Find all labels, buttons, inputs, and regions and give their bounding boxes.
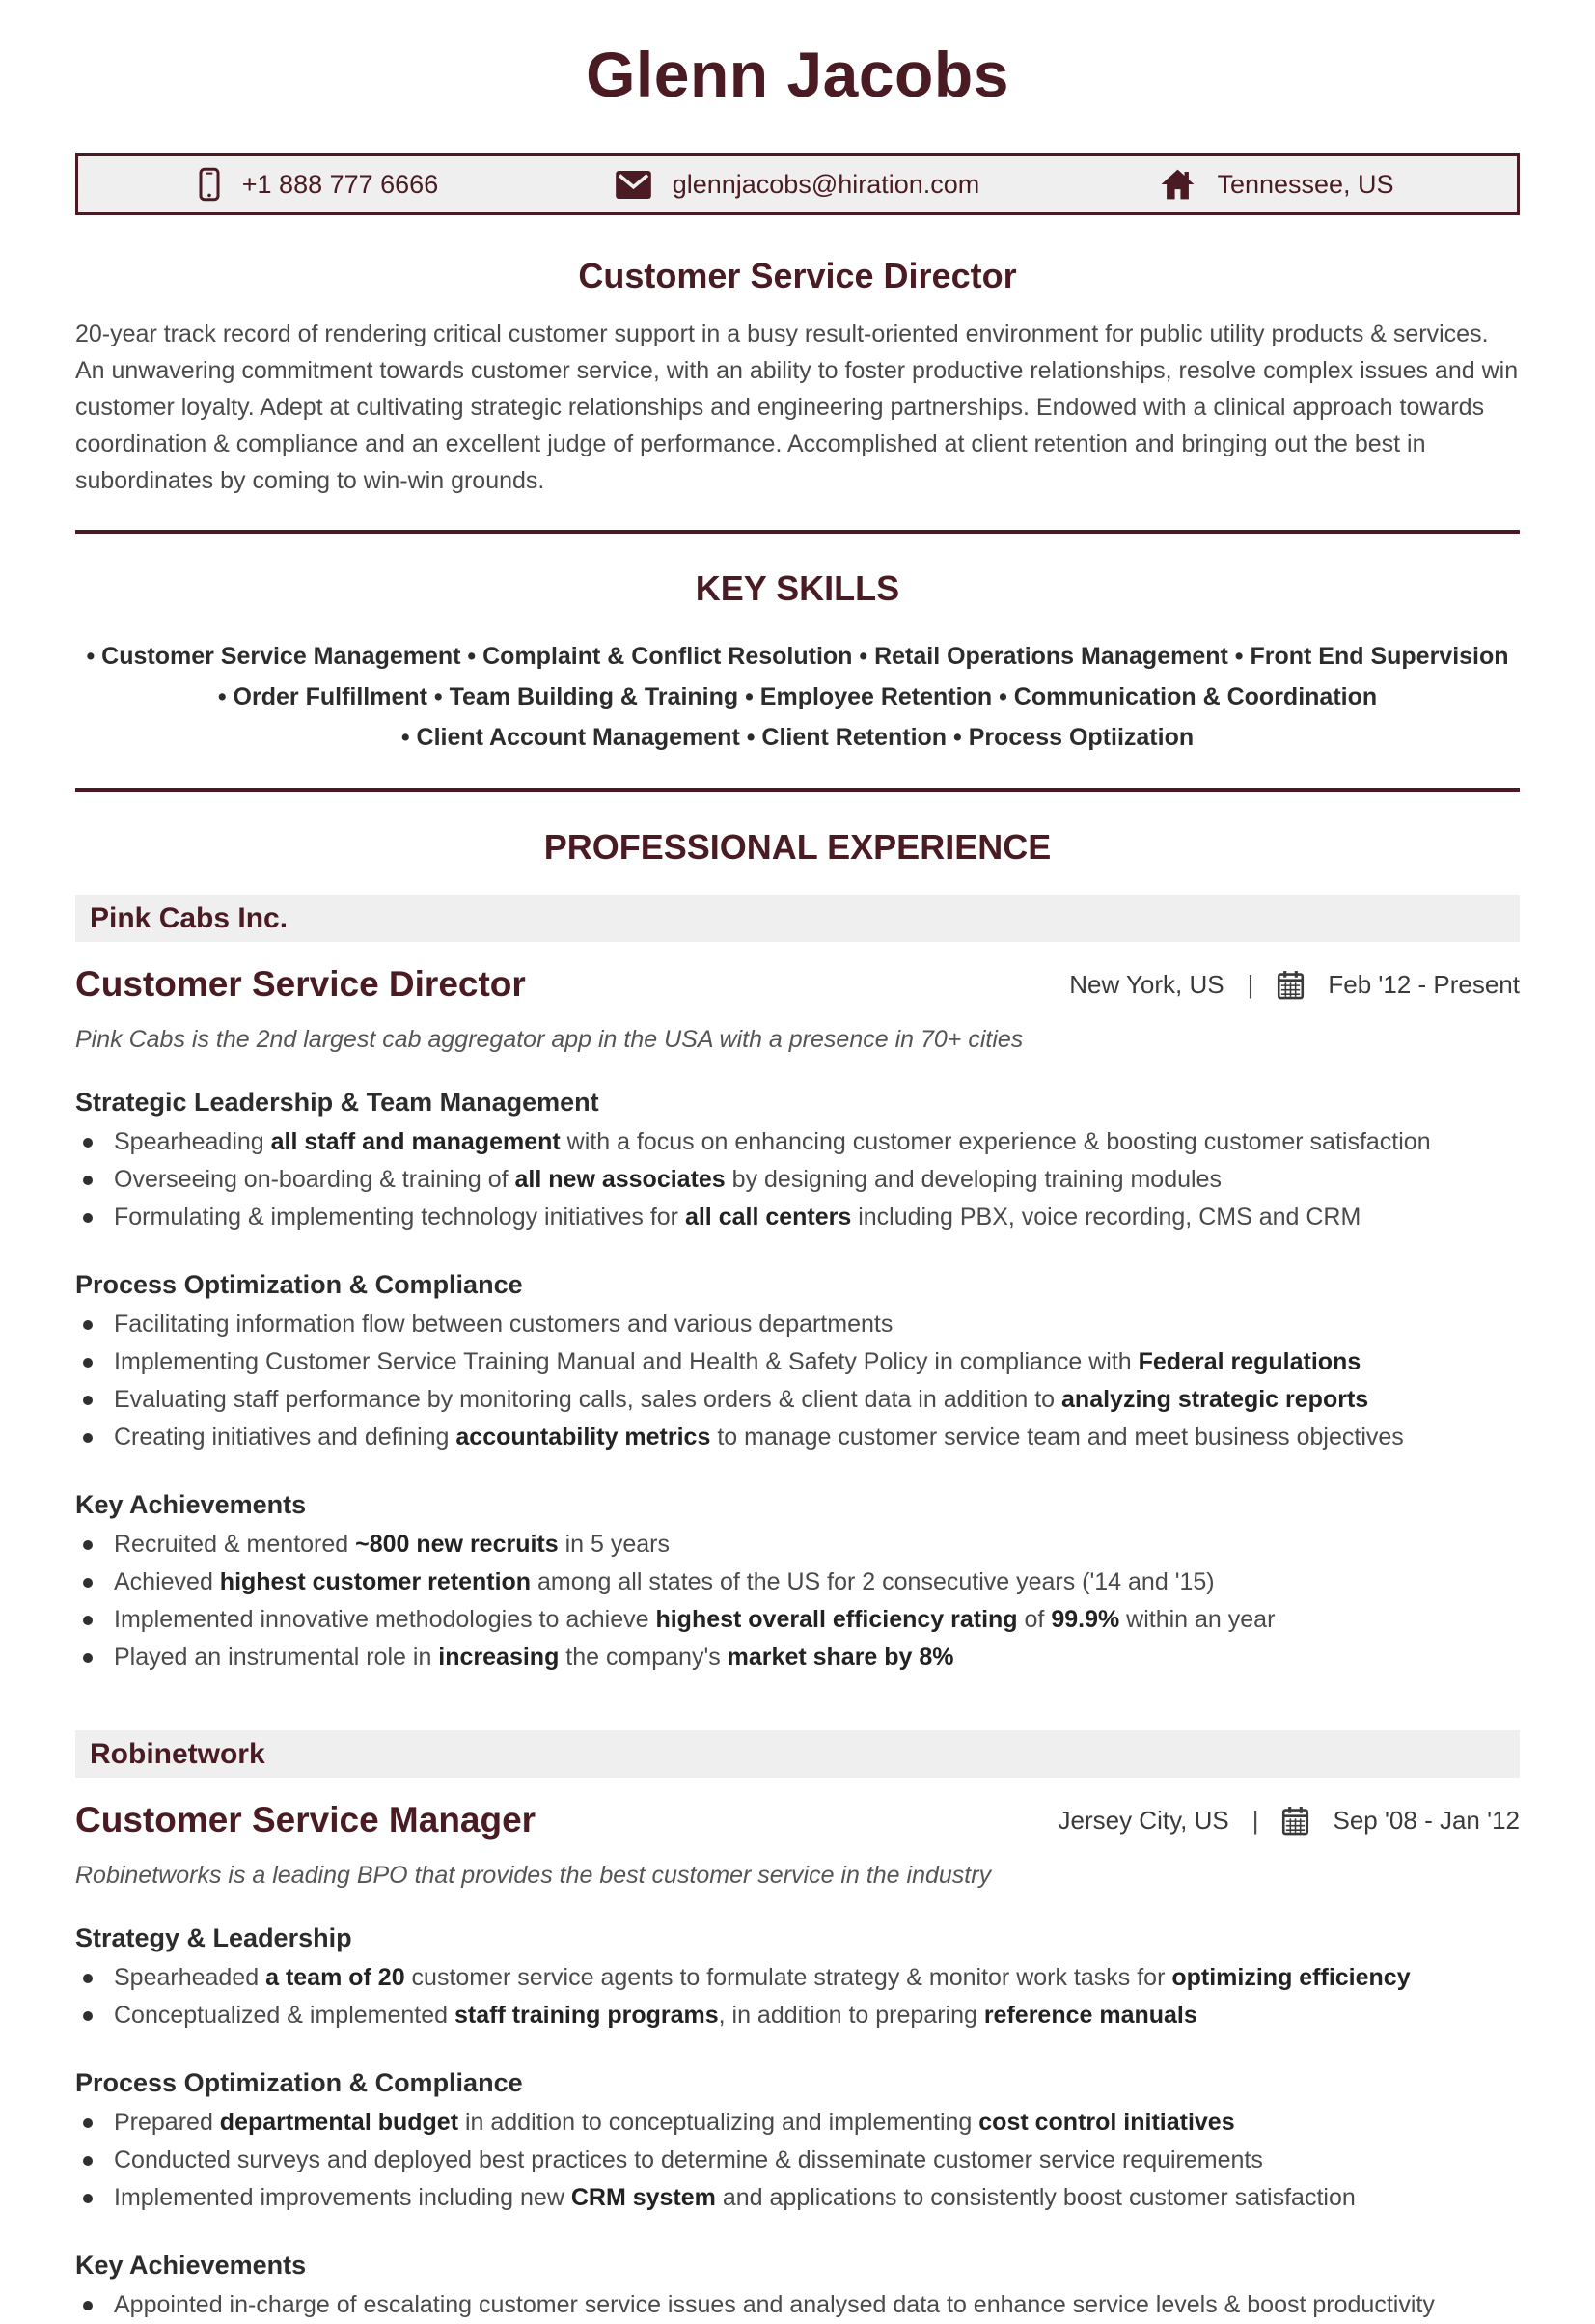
bullet-item: Facilitating information flow between customers and various departments — [75, 1306, 1520, 1343]
meta-separator: | — [1251, 1805, 1259, 1835]
company-description: Robinetworks is a leading BPO that provides the best customer service in the industry — [75, 1861, 992, 1889]
email-address: glennjacobs@hiration.com — [672, 169, 980, 199]
key-skills-list — [75, 636, 1520, 758]
bullet-list — [75, 2104, 1520, 2217]
mobile-phone-icon — [198, 166, 221, 203]
contact-phone — [78, 166, 558, 203]
resume-title: Customer Service Director — [578, 256, 1017, 296]
bullet-list — [75, 2286, 1520, 2324]
calendar-icon — [1281, 1806, 1309, 1836]
job-location: New York, US — [1069, 970, 1224, 1000]
job-header — [75, 965, 1520, 1005]
job-dates: Feb '12 - Present — [1328, 970, 1520, 1000]
bullet-item: Implemented improvements including new CRM system and applications to consistently boost customer satisfaction — [75, 2179, 1520, 2217]
group-heading: Process Optimization & Compliance — [75, 1269, 523, 1299]
group-heading: Key Achievements — [75, 1489, 307, 1519]
section-divider — [75, 788, 1520, 792]
key-skills-heading: KEY SKILLS — [695, 568, 900, 609]
bullet-list — [75, 1959, 1520, 2034]
group-heading: Process Optimization & Compliance — [75, 2067, 523, 2097]
skills-line: • Customer Service Management • Complaint & Conflict Resolution • Retail Operations Management • Front End Supervision — [86, 643, 1509, 671]
bullet-item: Recruited & mentored ~800 new recruits in 5 years — [75, 1526, 1520, 1563]
bullet-item: Conceptualized & implemented staff training programs, in addition to preparing reference manuals — [75, 1997, 1520, 2034]
section-divider — [75, 530, 1520, 534]
experience-heading: PROFESSIONAL EXPERIENCE — [543, 827, 1052, 868]
company-band — [75, 895, 1520, 942]
bullet-item: Implemented innovative methodologies to achieve highest overall efficiency rating of 99.9% within an year — [75, 1601, 1520, 1639]
contact-email — [558, 170, 1037, 200]
bullet-item: Formulating & implementing technology initiatives for all call centers including PBX, voice recording, CMS and CRM — [75, 1199, 1520, 1236]
skills-line: • Client Account Management • Client Retention • Process Optiization — [400, 724, 1195, 752]
bullet-item: Implementing Customer Service Training Manual and Health & Safety Policy in compliance with Federal regulations — [75, 1343, 1520, 1381]
group-heading: Strategic Leadership & Team Management — [75, 1087, 599, 1117]
company-name: Pink Cabs Inc. — [90, 902, 289, 935]
contact-bar — [75, 153, 1520, 215]
bullet-item: Overseeing on-boarding & training of all new associates by designing and developing training modules — [75, 1161, 1520, 1199]
bullet-group — [75, 2063, 1520, 2217]
bullet-group — [75, 1485, 1520, 1676]
company-name: Robinetwork — [90, 1737, 265, 1770]
bullet-group — [75, 1919, 1520, 2034]
calendar-icon — [1277, 970, 1305, 1000]
bullet-list — [75, 1123, 1520, 1236]
bullet-item: Spearheading all staff and management with a focus on enhancing customer experience & boosting customer satisfaction — [75, 1123, 1520, 1161]
bullet-item: Conducted surveys and deployed best practices to determine & disseminate customer service requirements — [75, 2142, 1520, 2179]
group-heading: Key Achievements — [75, 2250, 307, 2280]
job-meta — [1069, 970, 1520, 1000]
job-dates: Sep '08 - Jan '12 — [1333, 1805, 1520, 1835]
group-heading: Strategy & Leadership — [75, 1923, 352, 1952]
job-title: Customer Service Manager — [75, 1799, 536, 1840]
summary-paragraph: 20-year track record of rendering critical customer support in a busy result-oriented environment for public utility products & services. An unwavering commitment towards customer service, with an ability to foster productive relationships, resolve complex issues and win customer loyalty. Adept at cultivating strategic relationships and engineering partnerships. Endowed with a clinical approach towards coordination & compliance and an excellent judge of performance. Accomplished at client retention and bringing out the best in subordinates by coming to win-win grounds. — [75, 320, 1519, 495]
bullet-group — [75, 1083, 1520, 1236]
experience-entry — [75, 1730, 1520, 2324]
bullet-item: Played an instrumental role in increasing the company's market share by 8% — [75, 1639, 1520, 1676]
resume-page — [0, 37, 1595, 2324]
job-title: Customer Service Director — [75, 964, 526, 1005]
contact-location — [1037, 168, 1517, 201]
bullet-item: Prepared departmental budget in addition to conceptualizing and implementing cost control initiatives — [75, 2104, 1520, 2142]
company-description: Pink Cabs is the 2nd largest cab aggregator app in the USA with a presence in 70+ cities — [75, 1025, 1024, 1053]
experience-entry — [75, 895, 1520, 1676]
bullet-group — [75, 1265, 1520, 1456]
skills-line: • Order Fulfillment • Team Building & Training • Employee Retention • Communication & Coordination — [217, 683, 1378, 711]
company-band — [75, 1730, 1520, 1778]
job-meta — [1059, 1806, 1521, 1836]
envelope-icon — [616, 171, 651, 199]
phone-number: +1 888 777 6666 — [241, 169, 439, 199]
experience-section — [75, 895, 1520, 2323]
candidate-name: Glenn Jacobs — [586, 39, 1009, 110]
bullet-item: Achieved highest customer retention among all states of the US for 2 consecutive years ('14 and '15) — [75, 1563, 1520, 1601]
home-icon — [1160, 168, 1196, 201]
bullet-item: Creating initiatives and defining accountability metrics to manage customer service team and meet business objectives — [75, 1419, 1520, 1456]
meta-separator: | — [1247, 970, 1254, 1000]
location-text: Tennessee, US — [1217, 169, 1394, 199]
job-header — [75, 1801, 1520, 1840]
job-location: Jersey City, US — [1058, 1805, 1229, 1835]
bullet-item: Appointed in-charge of escalating customer service issues and analysed data to enhance service levels & boost productivity — [75, 2286, 1520, 2324]
bullet-item: Evaluating staff performance by monitoring calls, sales orders & client data in addition to analyzing strategic reports — [75, 1381, 1520, 1419]
bullet-item: Spearheaded a team of 20 customer service agents to formulate strategy & monitor work tasks for optimizing efficiency — [75, 1959, 1520, 1997]
bullet-list — [75, 1526, 1520, 1676]
bullet-list — [75, 1306, 1520, 1456]
